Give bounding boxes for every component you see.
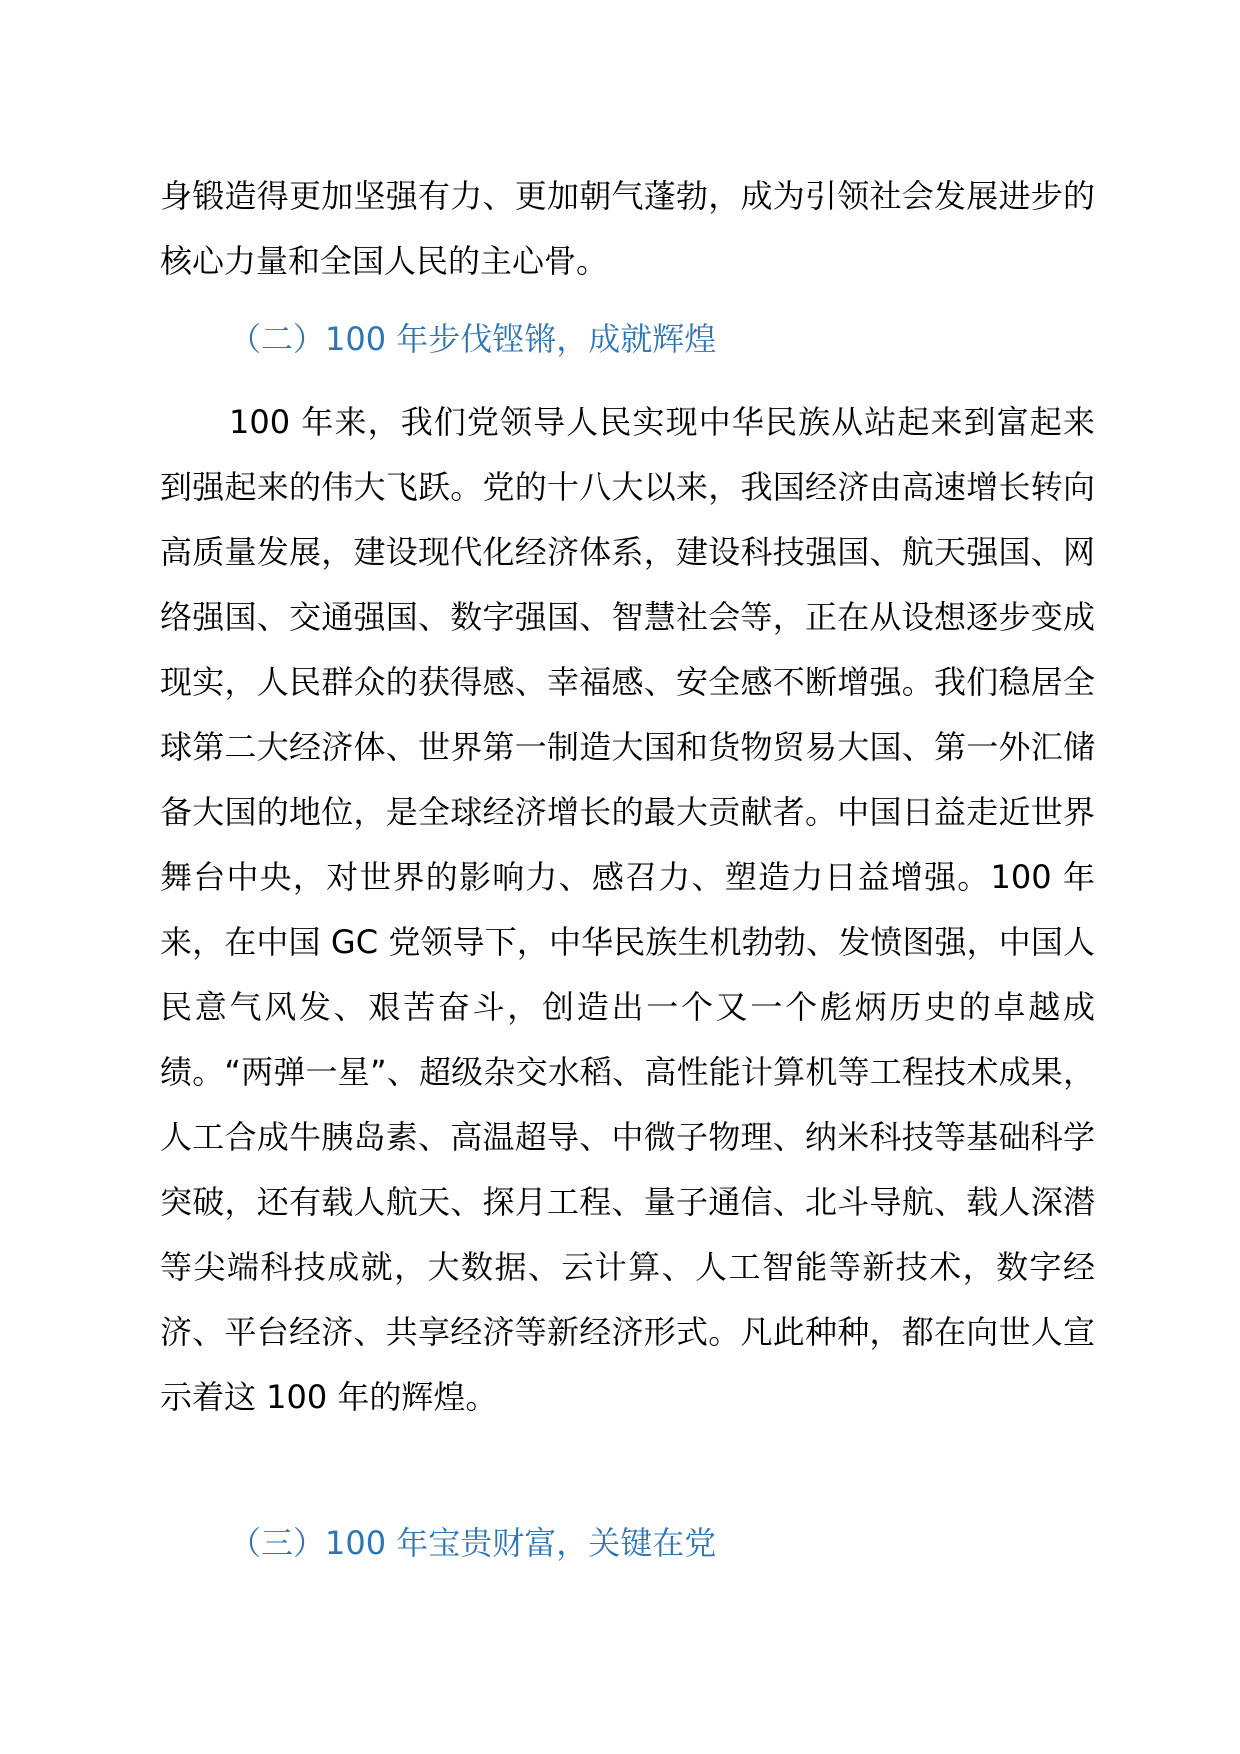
section-2-paragraph: 100 年来，我们党领导人民实现中华民族从站起来到富起来到强起来的伟大飞跃。党的十八大以来，我国经济由高速增长转向高质量发展，建设现代化经济体系，建设科技强国、航天强国、网络强国、交通强国、数字强国、智慧社会等，正在从设想逐步变成现实，人民群众的获得感、幸福感、安全感不断增强。我们稳居全球第二大经济体、世界第一制造大国和货物贸易大国、第一外汇储备大国的地位，是全球经济增长的最大贡献者。中国日益走近世界舞台中央，对世界的影响力、感召力、塑造力日益增强。100 年来，在中国 GC 党领导下，中华民族生机勃勃、发愤图强，中国人民意气风发、艰苦奋斗，创造出一个又一个彪炳历史的卓越成绩。“两弹一星”、超级杂交水稻、高性能计算机等工程技术成果，人工合成牛胰岛素、高温超导、中微子物理、纳米科技等基础科学突破，还有载人航天、探月工程、量子通信、北斗导航、载人深潜等尖端科技成就，大数据、云计算、人工智能等新技术，数字经济、平台经济、共享经济等新经济形式。凡此种种，都在向世人宣示着这 100 年的辉煌。 (160, 403, 1095, 1416)
document-page (160, 0, 1095, 1754)
continued-paragraph: 身锻造得更加坚强有力、更加朝气蓬勃，成为引领社会发展进步的核心力量和全国人民的主心骨。 (160, 177, 1095, 280)
section-heading-2: （二）100 年步伐铿锵，成就辉煌 (229, 320, 717, 358)
section-heading-3: （三）100 年宝贵财富，关键在党 (229, 1524, 717, 1562)
